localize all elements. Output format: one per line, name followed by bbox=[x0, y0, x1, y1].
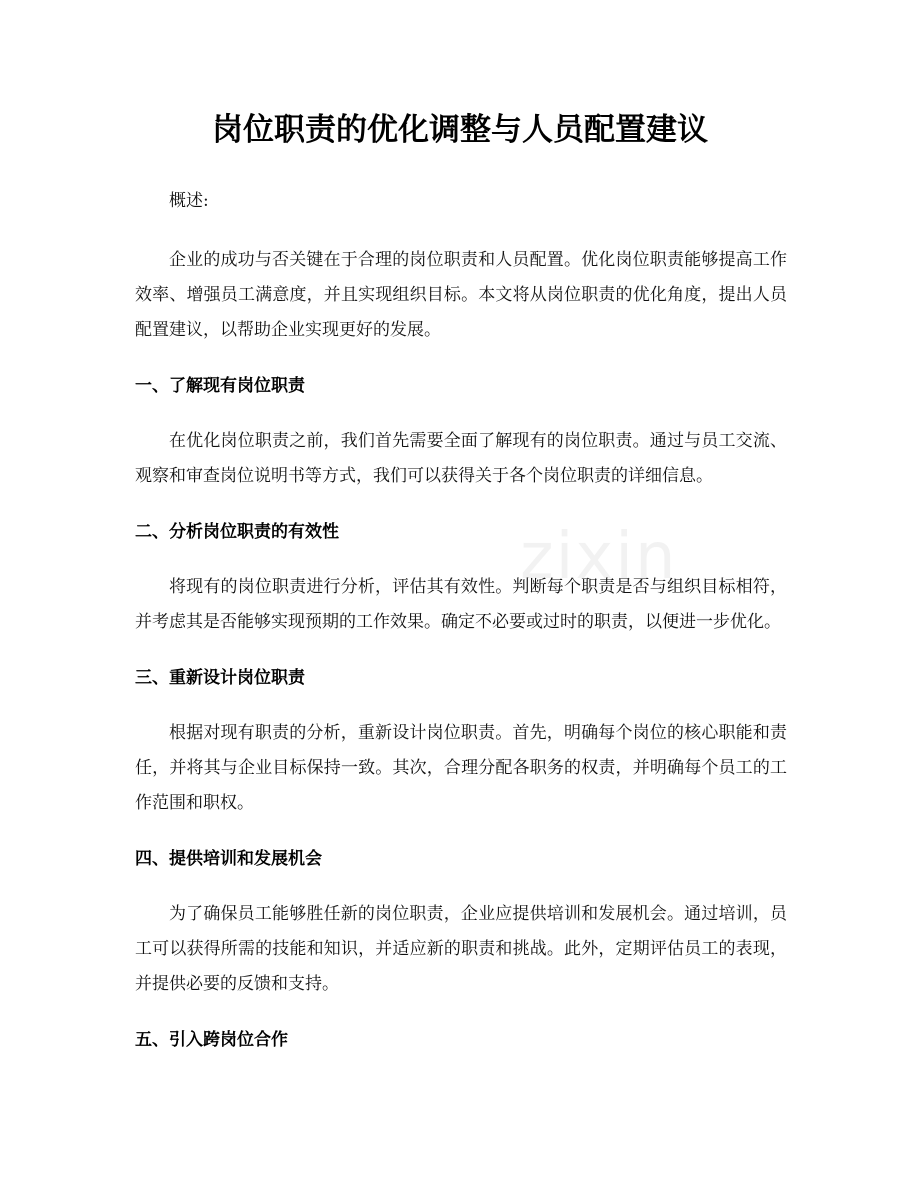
section-heading-1: 一、了解现有岗位职责 bbox=[135, 376, 305, 396]
section-heading-2: 二、分析岗位职责的有效性 bbox=[135, 522, 339, 542]
page-title: 岗位职责的优化调整与人员配置建议 bbox=[212, 112, 708, 148]
document-body bbox=[135, 184, 787, 1078]
overview-label: 概述: bbox=[169, 191, 209, 211]
watermark: zixin bbox=[520, 520, 678, 594]
section-body-1: 在优化岗位职责之前，我们首先需要全面了解现有的岗位职责。通过与员工交流、观察和审查岗位说明书等方式，我们可以获得关于各个岗位职责的详细信息。 bbox=[135, 431, 787, 486]
section-body-4: 为了确保员工能够胜任新的岗位职责，企业应提供培训和发展机会。通过培训，员工可以获得所需的技能和知识，并适应新的职责和挑战。此外，定期评估员工的表现，并提供必要的反馈和支持。 bbox=[135, 904, 787, 994]
intro-paragraph: 企业的成功与否关键在于合理的岗位职责和人员配置。优化岗位职责能够提高工作效率、增强员工满意度，并且实现组织目标。本文将从岗位职责的优化角度，提出人员配置建议，以帮助企业实现更好的发展。 bbox=[135, 250, 787, 340]
section-body-2: 将现有的岗位职责进行分析，评估其有效性。判断每个职责是否与组织目标相符，并考虑其是否能够实现预期的工作效果。确定不必要或过时的职责，以便进一步优化。 bbox=[135, 577, 787, 632]
section-heading-5: 五、引入跨岗位合作 bbox=[135, 1030, 288, 1050]
section-heading-3: 三、重新设计岗位职责 bbox=[135, 668, 305, 688]
section-heading-4: 四、提供培训和发展机会 bbox=[135, 849, 322, 869]
section-body-3: 根据对现有职责的分析，重新设计岗位职责。首先，明确每个岗位的核心职能和责任，并将其与企业目标保持一致。其次，合理分配各职务的权责，并明确每个员工的工作范围和职权。 bbox=[135, 723, 787, 813]
